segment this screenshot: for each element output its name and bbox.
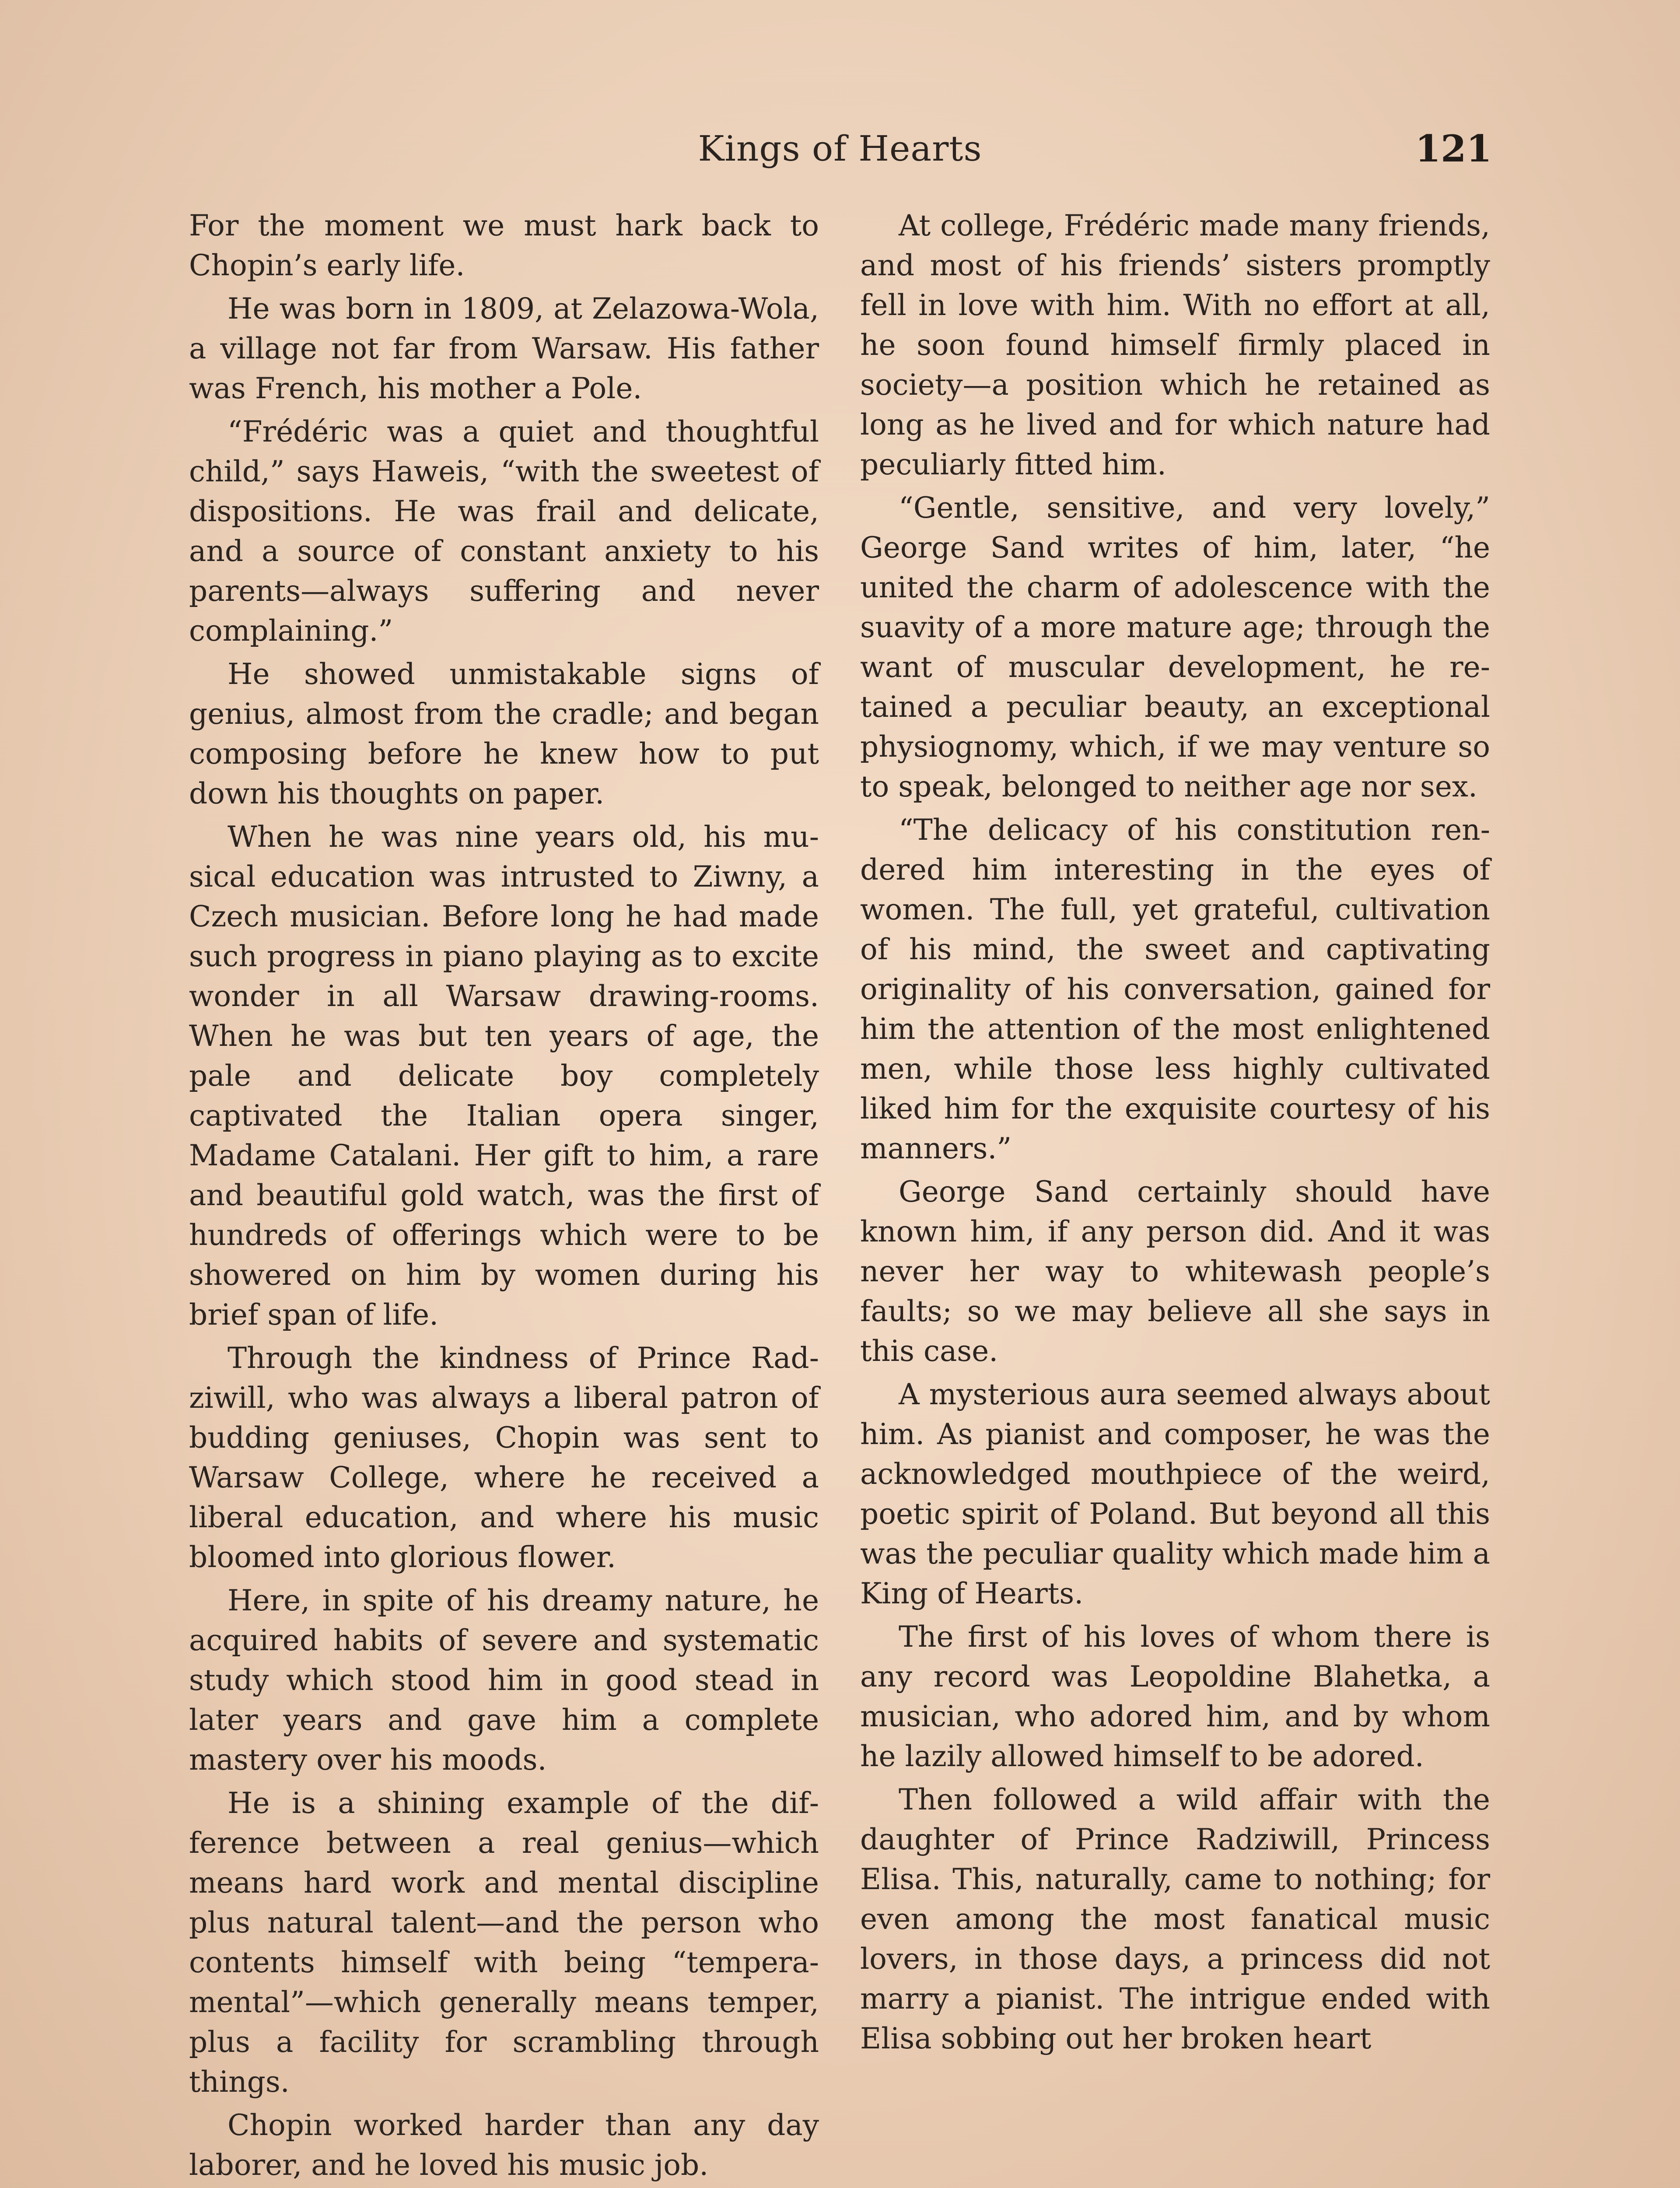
paragraph: Chopin worked harder than any day laborer, and he loved his music job.: [189, 2108, 819, 2182]
paragraph: When he was nine years old, his musical education was intrusted to Ziwny, a Czech musician. Before long he had made such progress in piano playing as to excite wonder in all Warsaw drawing-rooms. When he was but ten years of age, the pale and delicate boy completely captivated the Italian opera singer, Madame Catalani. Her gift to him, a rare and beautiful gold watch, was the first of hundreds of offerings which were to be showered on him by women during his brief span of life.: [189, 820, 819, 1332]
left-column: [189, 206, 819, 2188]
paragraph: Then followed a wild affair with the daughter of Prince Radziwill, Princess Elisa. This, naturally, came to nothing; for even among the most fanatical music lovers, in those days, a princess did not marry a pianist. The intrigue ended with Elisa sobbing out her broken heart: [860, 1783, 1490, 2055]
paragraph: Here, in spite of his dreamy nature, he acquired habits of severe and systematic study which stood him in good stead in later years and gave him a complete mastery over his moods.: [189, 1584, 819, 1777]
paragraph: He showed unmistakable signs of genius, almost from the cradle; and began composing before he knew how to put down his thoughts on paper.: [189, 657, 819, 810]
paragraph: “The delicacy of his constitution rendered him interesting in the eyes of women. The full, yet grateful, cultivation of his mind, the sweet and captivating originality of his conversation, gained for him the attention of the most enlightened men, while those less highly cultivated liked him for the exquisite courtesy of his manners.”: [860, 813, 1490, 1165]
right-column: [860, 206, 1490, 2062]
paragraph: Through the kindness of Prince Radziwill, who was always a liberal patron of budding geniuses, Chopin was sent to Warsaw College, where he received a liberal education, and where his music bloomed into glorious flower.: [189, 1341, 819, 1574]
running-head: [188, 123, 1492, 175]
paragraph: “Frédéric was a quiet and thoughtful child,” says Haweis, “with the sweetest of dispositions. He was frail and delicate, and a source of constant anxiety to his parents—always suffering and never complaining.”: [189, 415, 819, 648]
running-title: Kings of Hearts: [698, 128, 982, 169]
page-number: 121: [1415, 127, 1492, 170]
paragraph: He is a shining example of the difference between a real genius—which means hard work and mental discipline plus natural talent—and the person who contents himself with being “temperamental”—which generally means temper, plus a facility for scrambling through things.: [189, 1786, 819, 2099]
paragraph: A mysterious aura seemed always about him. As pianist and composer, he was the acknowledged mouthpiece of the weird, poetic spirit of Poland. But beyond all this was the peculiar quality which made him a King of Hearts.: [860, 1378, 1490, 1610]
paragraph: He was born in 1809, at Zelazowa-Wola, a village not far from Warsaw. His father was French, his mother a Pole.: [189, 292, 819, 405]
paragraph: For the moment we must hark back to Chopin’s early life.: [189, 209, 819, 282]
paragraph: The first of his loves of whom there is any record was Leopoldine Blahetka, a musician, who adored him, and by whom he lazily allowed himself to be adored.: [860, 1620, 1490, 1773]
paragraph: At college, Frédéric made many friends, and most of his friends’ sisters promptly fell in love with him. With no effort at all, he soon found himself firmly placed in society—a position which he retained as long as he lived and for which nature had peculiarly fitted him.: [860, 209, 1490, 481]
paragraph: “Gentle, sensitive, and very lovely,” George Sand writes of him, later, “he united the charm of adolescence with the suavity of a more mature age; through the want of muscular development, he retained a peculiar beauty, an exceptional physiognomy, which, if we may venture so to speak, belonged to neither age nor sex.: [860, 491, 1490, 803]
paragraph: George Sand certainly should have known him, if any person did. And it was never her way to whitewash people’s faults; so we may believe all she says in this case.: [860, 1175, 1490, 1368]
